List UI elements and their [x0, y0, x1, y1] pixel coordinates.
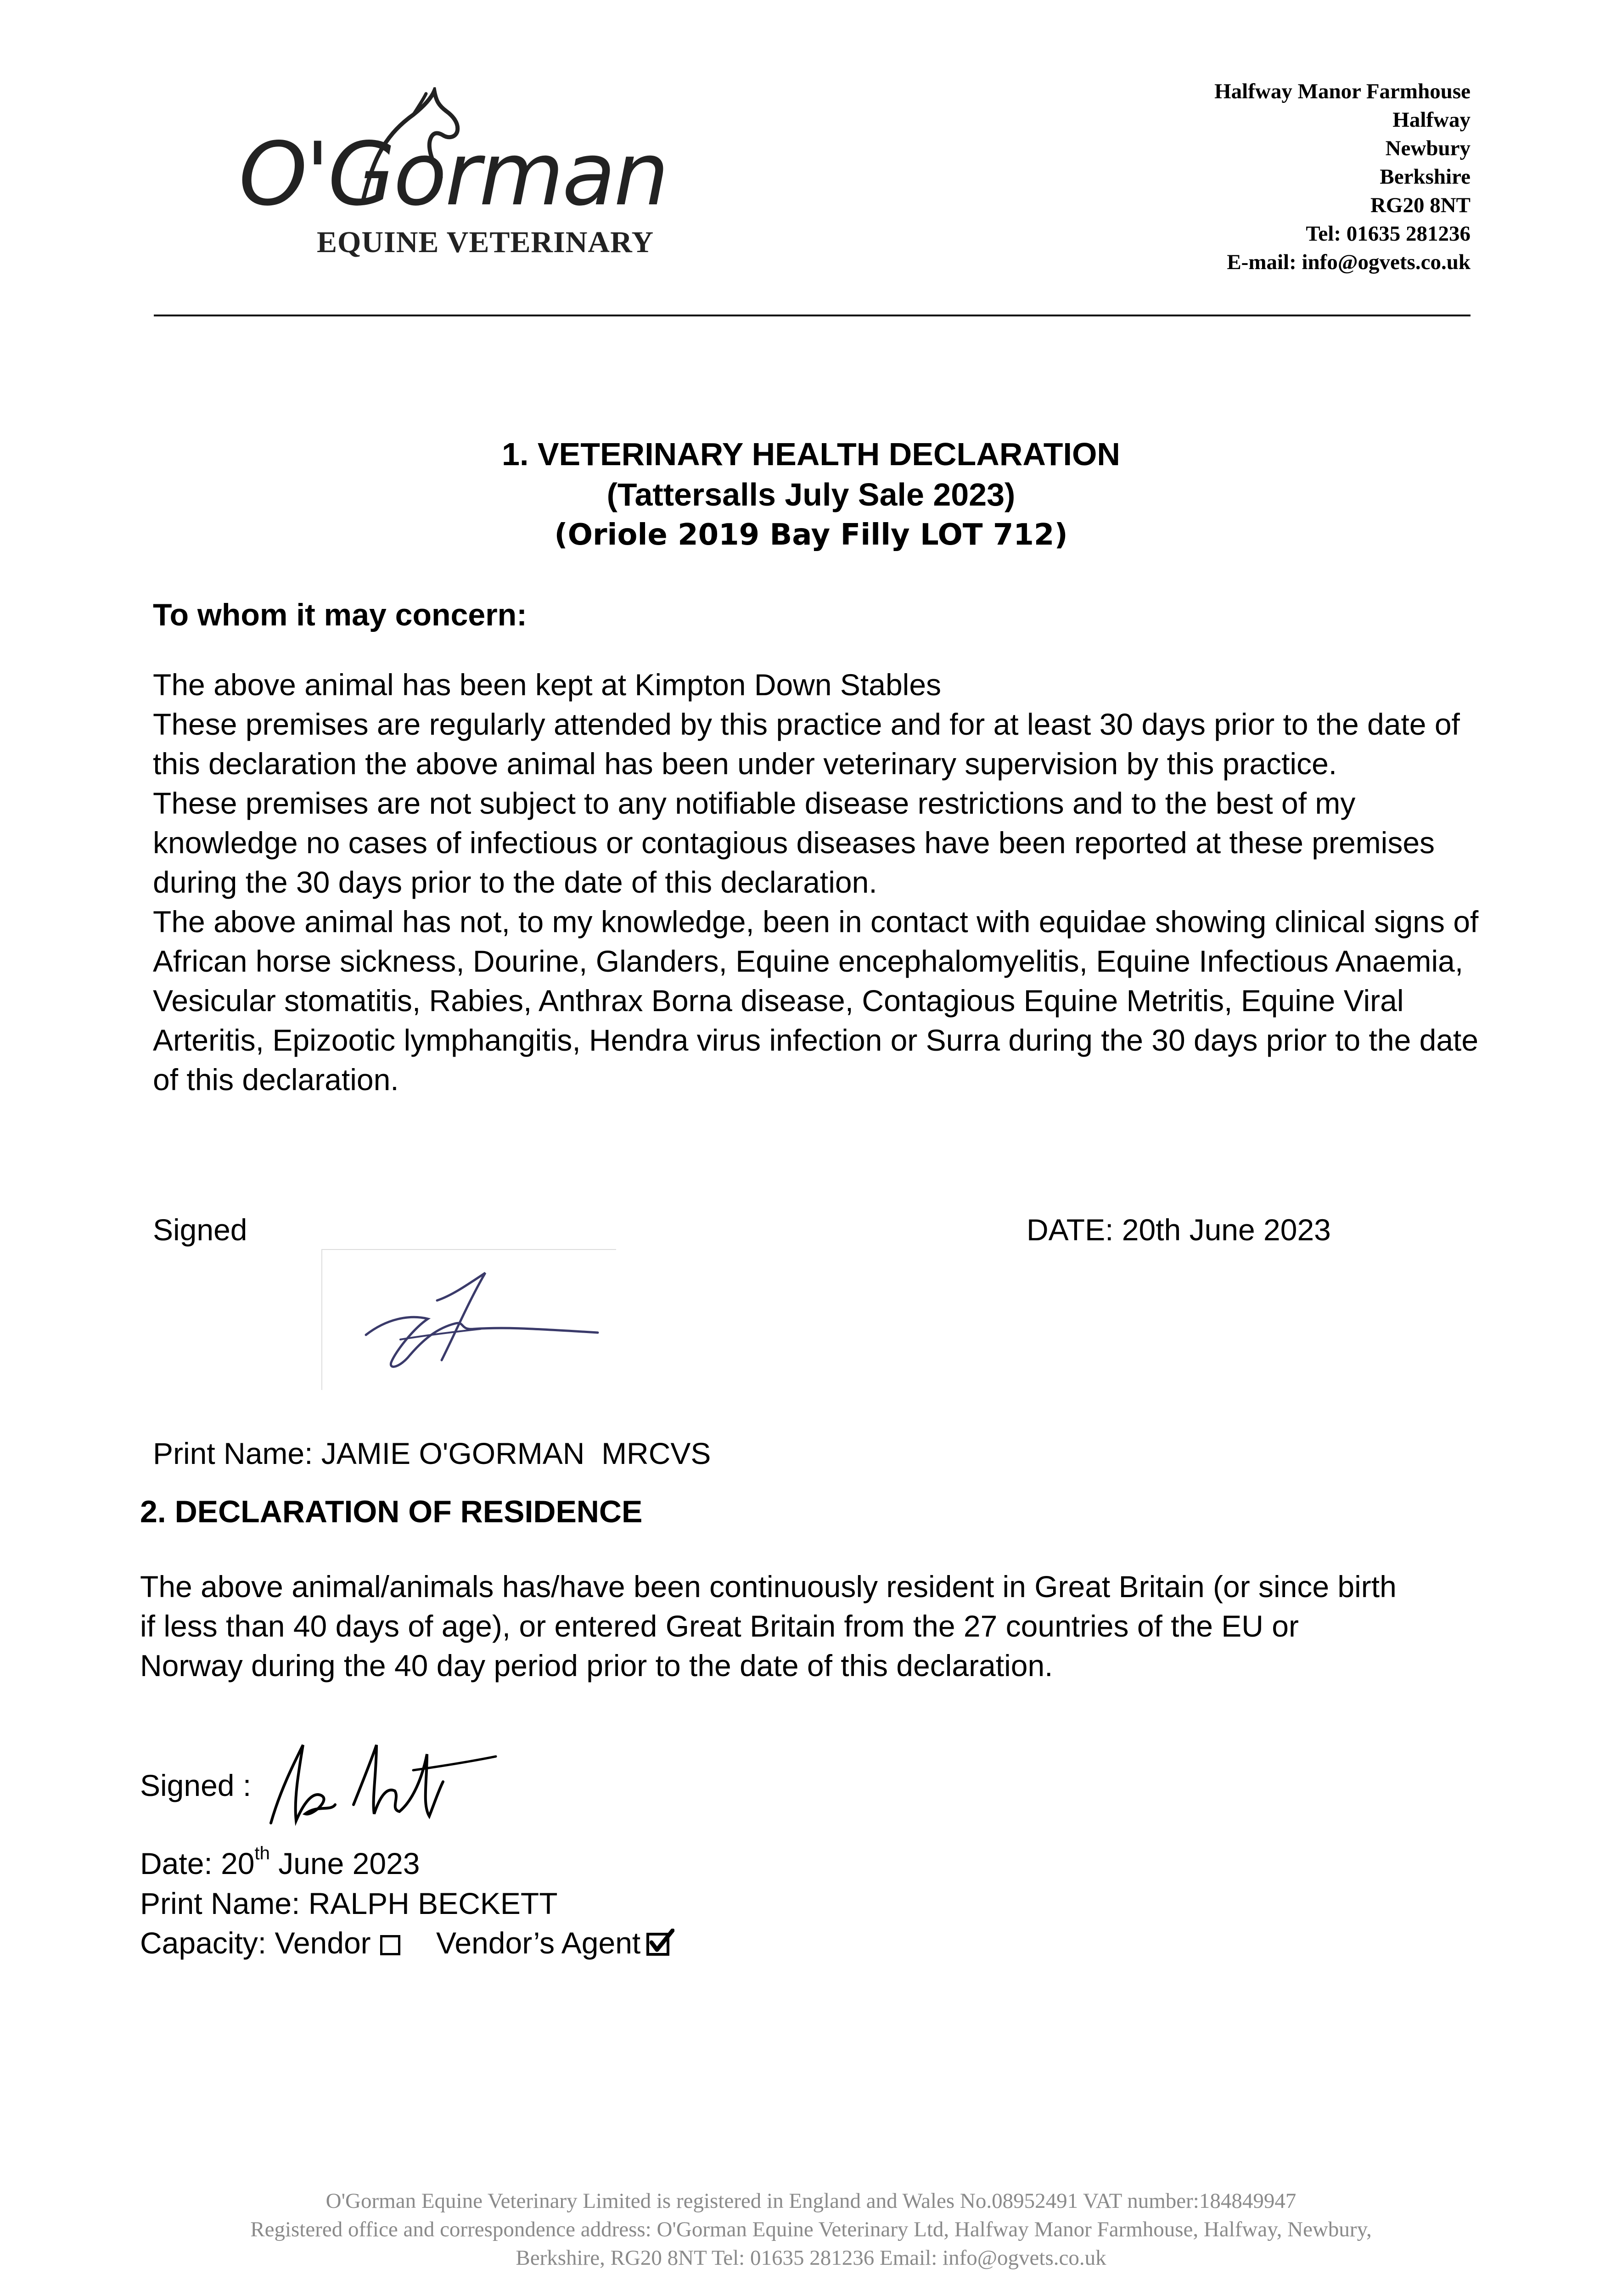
- residence-declaration-body: The above animal/animals has/have been continuously resident in Great Britain (or since birth if less than 40 days of age), or entered Great Britain from the 27 countries of the EU or Norway during the 40 day period prior to the date of this declaration.: [140, 1570, 1397, 1683]
- declaration-date: DATE: 20th June 2023: [1027, 1213, 1331, 1247]
- sale-subtitle: (Tattersalls July Sale 2023): [606, 477, 1016, 512]
- footer-line: Registered office and correspondence address: O'Gorman Equine Veterinary Ltd, Halfway Manor Farmhouse, Halfway, Newbury,: [250, 2217, 1372, 2241]
- vendor-agent-checkbox[interactable]: [646, 1929, 673, 1955]
- company-registration-footer: [0, 2187, 1622, 2272]
- paragraph: These premises are not subject to any notifiable disease restrictions and to the best of my knowledge no cases of infectious or contagious diseases have been reported at these premises during the 30 days prior to the date of this declaration.: [153, 786, 1435, 899]
- footer-line: O'Gorman Equine Veterinary Limited is registered in England and Wales No.08952491 VAT number:184849947: [326, 2189, 1296, 2213]
- address-email: E-mail: info@ogvets.co.uk: [1227, 250, 1470, 274]
- checkmark-icon: [646, 1929, 674, 1957]
- paragraph: The above animal has been kept at Kimpton Down Stables: [153, 668, 942, 702]
- company-logo: [239, 87, 679, 262]
- lot-subtitle: (Oriole 2019 Bay Filly LOT 712): [554, 518, 1068, 552]
- date-ordinal: th: [254, 1843, 270, 1863]
- date-prefix: Date: 20: [140, 1846, 255, 1880]
- address-line: Newbury: [1385, 136, 1470, 160]
- footer-line: Berkshire, RG20 8NT Tel: 01635 281236 Email: info@ogvets.co.uk: [516, 2246, 1106, 2270]
- residence-date: [140, 1843, 420, 1881]
- signed-label: Signed: [153, 1213, 247, 1247]
- signature-scribble-icon: [262, 1736, 500, 1828]
- capacity-vendor-label: Capacity: Vendor: [140, 1926, 371, 1960]
- address-line: Halfway Manor Farmhouse: [1214, 79, 1470, 103]
- greeting: To whom it may concern:: [153, 597, 527, 632]
- declaration-title-block: [0, 434, 1622, 555]
- address-phone: Tel: 01635 281236: [1306, 222, 1470, 246]
- address-line: Halfway: [1392, 108, 1470, 132]
- agent-print-name: Print Name: RALPH BECKETT: [140, 1886, 558, 1920]
- capacity-row: [140, 1925, 673, 1960]
- health-declaration-body: [153, 665, 1484, 1099]
- vet-print-name: Print Name: JAMIE O'GORMAN MRCVS: [153, 1436, 711, 1470]
- practice-address: [1214, 77, 1470, 276]
- paragraph: These premises are regularly attended by this practice and for at least 30 days prior to the date of this declaration the above animal has been under veterinary supervision by this practice.: [153, 707, 1460, 781]
- vet-signature: [321, 1249, 616, 1390]
- section2-title: 2. DECLARATION OF RESIDENCE: [140, 1494, 643, 1529]
- vendor-agent-signature: [262, 1736, 500, 1828]
- vendor-agent-label: Vendor’s Agent: [436, 1926, 641, 1960]
- address-line: RG20 8NT: [1370, 193, 1470, 217]
- paragraph: The above animal has not, to my knowledge, been in contact with equidae showing clinical signs of African horse sickness, Dourine, Glanders, Equine encephalomyelitis, Equine Infectious Anaemia, Vesicular stomatitis, Rabies, Anthrax Borna disease, Contagious Equine Metritis, Equine Viral Arteritis, Epizootic lymphangitis, Hendra virus infection or Surra during the 30 days prior to the date of this declaration.: [153, 905, 1479, 1097]
- header-divider: [154, 315, 1470, 316]
- signature-scribble-icon: [322, 1250, 616, 1390]
- logo-subtitle: EQUINE VETERINARY: [317, 225, 654, 259]
- section1-title: 1. VETERINARY HEALTH DECLARATION: [502, 436, 1120, 472]
- logo-wordmark: O'Gorman: [239, 124, 668, 225]
- signed-label-2: Signed :: [140, 1768, 252, 1802]
- address-line: Berkshire: [1380, 165, 1470, 189]
- date-suffix: June 2023: [269, 1846, 420, 1880]
- vendor-checkbox[interactable]: [380, 1935, 400, 1955]
